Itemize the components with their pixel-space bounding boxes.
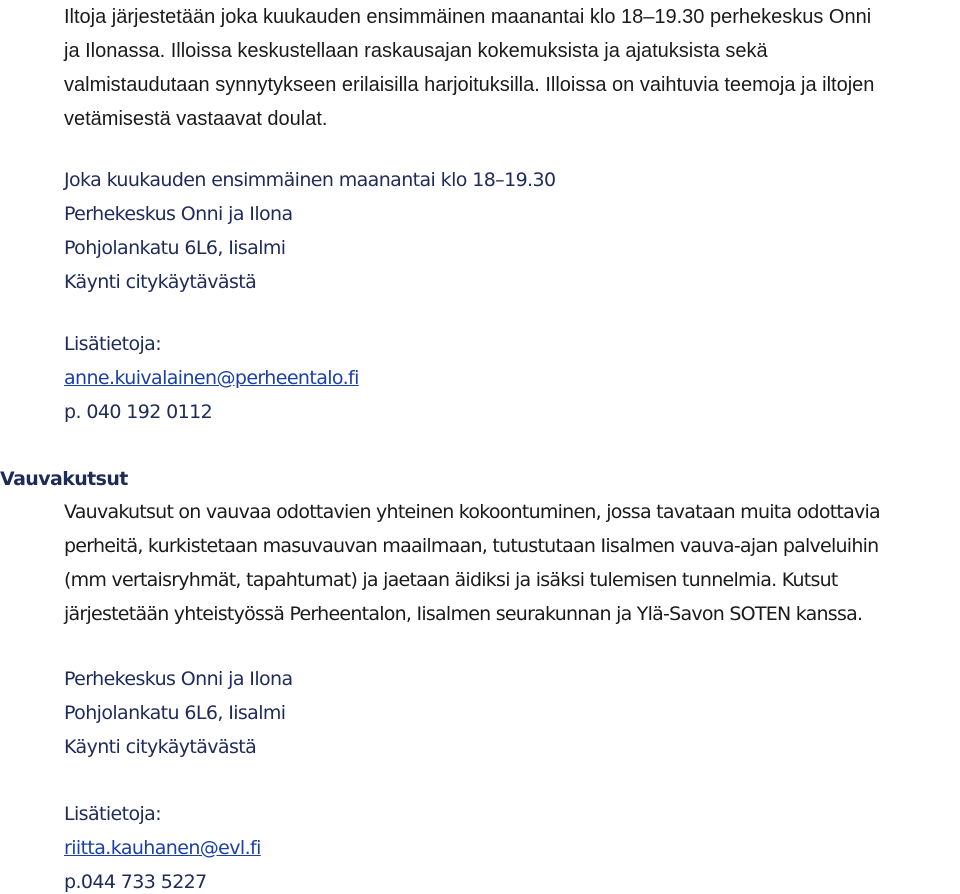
event-info-block — [64, 163, 555, 299]
event-venue: Perhekeskus Onni ja Ilona — [64, 203, 293, 225]
contact-email-row — [64, 361, 359, 395]
event-contact-block — [64, 327, 359, 429]
intro-line: valmistaudutaan synnytykseen erilaisilla harjoituksilla. Illoissa on vaihtuvia teemoja ja iltojen — [64, 74, 875, 96]
vauvakutsut-contact-block — [64, 797, 261, 894]
event-entrance: Käynti citykäytävästä — [64, 271, 257, 293]
more-info-label: Lisätietoja: — [64, 333, 162, 355]
intro-line: vetämisestä vastaavat doulat. — [64, 108, 328, 130]
section-heading: Vauvakutsut — [0, 468, 128, 490]
contact-phone: p.044 733 5227 — [64, 871, 207, 893]
email-link[interactable]: anne.kuivalainen@perheentalo.fi — [64, 367, 359, 389]
vauvakutsut-paragraph — [64, 495, 960, 631]
intro-line: Iltoja järjestetään joka kuukauden ensimmäinen maanantai klo 18–19.30 perhekeskus Onni — [64, 6, 872, 28]
event-schedule: Joka kuukauden ensimmäinen maanantai klo 18–19.30 — [64, 169, 556, 191]
email-link[interactable]: riitta.kauhanen@evl.fi — [64, 837, 261, 859]
contact-email-row — [64, 831, 261, 865]
paragraph-line: (mm vertaisryhmät, tapahtumat) ja jaetaan äidiksi ja isäksi tulemisen tunnelmia. Kutsut — [64, 569, 838, 591]
paragraph-line: järjestetään yhteistyössä Perheentalon, Iisalmen seurakunnan ja Ylä-Savon SOTEN kanssa. — [64, 603, 863, 625]
paragraph-line: perheitä, kurkistetaan masuvauvan maailmaan, tutustutaan Iisalmen vauva-ajan palveluihin — [64, 535, 879, 557]
vauvakutsut-venue: Perhekeskus Onni ja Ilona — [64, 668, 293, 690]
intro-line: ja Ilonassa. Illoissa keskustellaan raskausajan kokemuksista ja ajatuksista sekä — [64, 40, 768, 62]
vauvakutsut-venue-block — [64, 662, 293, 764]
vauvakutsut-address: Pohjolankatu 6L6, Iisalmi — [64, 702, 286, 724]
vauvakutsut-entrance: Käynti citykäytävästä — [64, 736, 257, 758]
paragraph-line: Vauvakutsut on vauvaa odottavien yhteinen kokoontuminen, jossa tavataan muita odottavia — [64, 501, 880, 523]
more-info-label: Lisätietoja: — [64, 803, 162, 825]
intro-paragraph — [64, 0, 960, 136]
event-address: Pohjolankatu 6L6, Iisalmi — [64, 237, 286, 259]
contact-phone: p. 040 192 0112 — [64, 401, 213, 423]
